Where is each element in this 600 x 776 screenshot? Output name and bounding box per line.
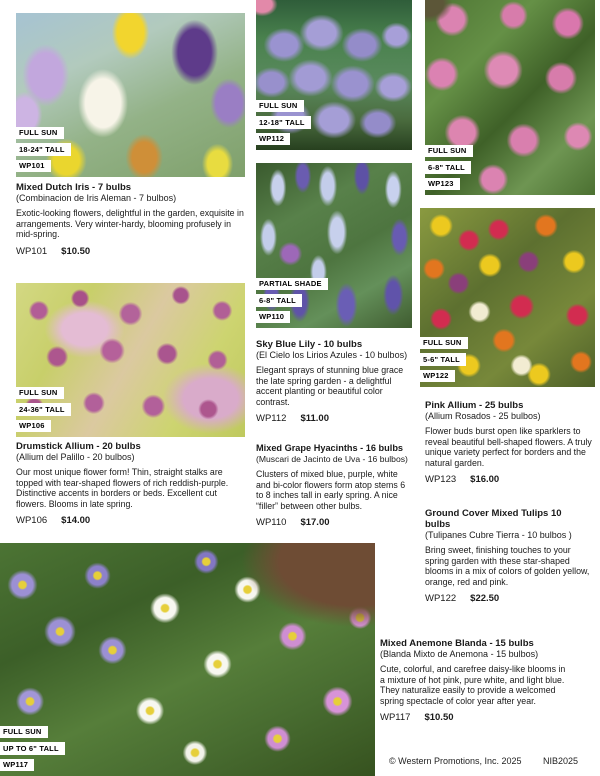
item-code-tag: WP122 <box>420 370 455 383</box>
product-description: Elegant sprays of stunning blue grace the late spring garden - a delightful accent planting or beautiful color contrast. <box>256 365 404 407</box>
item-code-tag: WP117 <box>0 759 34 772</box>
product-price: $10.50 <box>61 245 91 257</box>
product-subtitle: (El Cielo los Lirios Azules - 10 bulbos) <box>256 350 408 360</box>
product-photo-mixed-dutch-iris <box>16 13 245 177</box>
height-tag: 24-36" TALL <box>16 403 71 416</box>
sun-exposure-tag: PARTIAL SHADE <box>256 278 328 291</box>
product-subtitle: (Blanda Mixto de Anemona - 15 bulbos) <box>380 649 539 659</box>
product-price: $17.00 <box>300 517 330 528</box>
product-subtitle: (Muscari de Jacinto de Uva - 16 bulbos) <box>256 454 408 464</box>
product-subtitle: (Allium Rosados - 25 bulbos) <box>425 411 541 421</box>
product-code: WP101 <box>16 245 48 257</box>
product-price-line <box>380 712 568 723</box>
photo-tag-stack <box>425 145 473 191</box>
product-price-line <box>425 474 597 485</box>
product-description: Our most unique flower form! Thin, straight stalks are topped with tear-shaped flowers of rich reddish-purple. Distinctive accents in borders or beds. Excellent cut flowers. Blooms in late spring. <box>16 467 229 509</box>
sun-exposure-tag: FULL SUN <box>16 387 64 400</box>
product-photo-pink-allium <box>425 0 595 195</box>
photo-tag-stack <box>256 278 328 324</box>
product-title: Mixed Dutch Iris - 7 bulbs <box>16 182 132 193</box>
height-tag: 6-8" TALL <box>425 161 471 174</box>
product-title: Pink Allium - 25 bulbs <box>425 400 524 411</box>
product-info-mixed-anemone-blanda <box>380 638 568 723</box>
product-info-drumstick-allium <box>16 441 245 526</box>
item-code-tag: WP123 <box>425 178 460 191</box>
item-code-tag: WP112 <box>256 133 290 146</box>
photo-tag-stack <box>16 127 71 173</box>
height-tag: 12-18" TALL <box>256 116 311 129</box>
product-price: $16.00 <box>470 474 500 485</box>
product-description: Bring sweet, finishing touches to your spring garden with these star-shaped blooms in a mix of colors of golden yellow, orange, red and pink. <box>425 545 590 587</box>
product-description: Flower buds burst open like sparklers to reveal beautiful bell-shaped flowers. A truly unique variety perfect for borders and the natural garden. <box>425 426 592 468</box>
sun-exposure-tag: FULL SUN <box>420 337 468 350</box>
sun-exposure-tag: FULL SUN <box>425 145 473 158</box>
product-description: Cute, colorful, and carefree daisy-like blooms in a mixture of hot pink, pure white, and light blue. They naturalize easily to provide a welcomed spring spectacle of color year after year. <box>380 664 566 706</box>
sun-exposure-tag: FULL SUN <box>16 127 64 140</box>
product-subtitle: (Allium del Palillo - 20 bulbos) <box>16 452 135 462</box>
product-photo-mixed-grape-hyacinths <box>256 163 412 328</box>
height-tag: UP TO 6" TALL <box>0 742 65 755</box>
product-price-line <box>256 413 412 424</box>
photo-tag-stack <box>256 100 311 146</box>
sun-exposure-tag: FULL SUN <box>0 726 48 739</box>
product-info-mixed-grape-hyacinths <box>256 443 414 528</box>
product-code: WP112 <box>256 413 287 424</box>
item-code-tag: WP101 <box>16 160 51 173</box>
photo-tag-stack <box>420 337 468 383</box>
product-photo-mixed-anemone-blanda <box>0 543 375 776</box>
product-title: Drumstick Allium - 20 bulbs <box>16 441 141 452</box>
product-price: $10.50 <box>424 712 454 723</box>
product-description: Exotic-looking flowers, delightful in the garden, exquisite in arrangements. Very winter-hardy, blooming profusely in mid-spring. <box>16 208 244 239</box>
product-price: $14.00 <box>61 515 91 526</box>
product-price-line <box>16 246 245 257</box>
product-subtitle: (Combinacion de Iris Aleman - 7 bulbos) <box>16 193 177 203</box>
product-info-ground-cover-mixed-tulips <box>425 508 597 604</box>
product-price-line <box>16 515 245 526</box>
product-title: Mixed Anemone Blanda - 15 bulbs <box>380 638 534 649</box>
product-info-mixed-dutch-iris <box>16 182 245 257</box>
product-price: $11.00 <box>300 413 329 424</box>
footer-catalog-code: NIB2025 <box>543 756 579 766</box>
photo-tag-stack <box>0 726 65 772</box>
product-price-line <box>256 517 414 528</box>
product-subtitle: (Tulipanes Cubre Tierra - 10 bulbos ) <box>425 530 572 540</box>
height-tag: 6-8" TALL <box>256 294 302 307</box>
product-price-line <box>425 593 597 604</box>
product-title: Mixed Grape Hyacinths - 16 bulbs <box>256 443 404 453</box>
item-code-tag: WP106 <box>16 420 51 433</box>
product-photo-ground-cover-mixed-tulips <box>420 208 595 387</box>
product-info-pink-allium <box>425 400 597 485</box>
product-title: Sky Blue Lily - 10 bulbs <box>256 339 363 350</box>
product-code: WP123 <box>425 474 457 485</box>
product-photo-drumstick-allium <box>16 283 245 437</box>
product-info-sky-blue-lily <box>256 339 412 424</box>
product-title: Ground Cover Mixed Tulips 10 bulbs <box>425 508 562 530</box>
sun-exposure-tag: FULL SUN <box>256 100 304 113</box>
product-code: WP110 <box>256 517 287 528</box>
photo-tag-stack <box>16 387 71 433</box>
product-photo-sky-blue-lily <box>256 0 412 150</box>
product-code: WP117 <box>380 712 411 723</box>
product-code: WP106 <box>16 515 48 526</box>
footer-copyright: © Western Promotions, Inc. 2025 <box>389 756 522 766</box>
item-code-tag: WP110 <box>256 311 290 324</box>
product-price: $22.50 <box>470 593 500 604</box>
height-tag: 18-24" TALL <box>16 143 71 156</box>
product-code: WP122 <box>425 593 457 604</box>
product-description: Clusters of mixed blue, purple, white and bi-color flowers form atop stems 6 to 8 inches tall in early spring. A nice “filler” between other bulbs. <box>256 469 406 511</box>
height-tag: 5-6" TALL <box>420 353 466 366</box>
